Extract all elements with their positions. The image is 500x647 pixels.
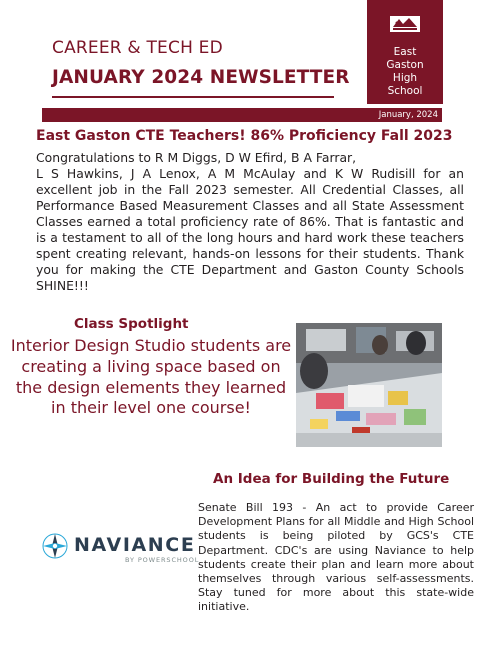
- header-subtitle: CAREER & TECH ED: [52, 38, 223, 58]
- title-underline: [52, 96, 334, 98]
- naviance-mark-icon: [40, 531, 70, 561]
- article-line: Congratulations to R M Diggs, D W Efird, B A Farrar,: [36, 150, 357, 165]
- spotlight-text: Interior Design Studio students are creating a living space based on the design elements they learned in their level one course!: [10, 336, 292, 418]
- idea-body: Senate Bill 193 - An act to provide Career Development Plans for all Middle and High School students is being piloted by GCS's CTE Department. CDC's are using Naviance to help students create their plan and learn more about themselves through various self-assessments. Stay tuned for more about this state-wide initiative.: [198, 501, 474, 614]
- article-paragraph: L S Hawkins, J A Lenox, A M McAulay and K W Rudisill for an excellent job in the Fall 2023 semester. All Credential Classes, all Performance Based Measurement Classes and all State Assessment Classes earned a total proficiency rate of 86%. That is fantastic and is a testament to all of the long hours and hard work these teachers spent creating relevant, hands-on lessons for their students. Thank you for making the CTE Department and Gaston County Schools SHINE!!!: [36, 166, 464, 293]
- article-body: [36, 150, 464, 294]
- school-badge: [367, 0, 443, 104]
- school-name-line: School: [387, 85, 423, 97]
- naviance-logo: [40, 531, 200, 571]
- idea-title: An Idea for Building the Future: [213, 471, 450, 487]
- school-name-line: Gaston: [386, 59, 424, 71]
- school-name-line: High: [392, 72, 418, 84]
- spotlight-title: Class Spotlight: [74, 316, 189, 332]
- school-name-line: East: [393, 46, 417, 58]
- article-headline: East Gaston CTE Teachers! 86% Proficiency Fall 2023: [36, 128, 453, 144]
- school-name: [367, 46, 443, 98]
- date-bar: January, 2024: [42, 108, 442, 122]
- school-logo-icon: [389, 15, 421, 33]
- newsletter-title: JANUARY 2024 NEWSLETTER: [52, 67, 350, 88]
- naviance-byline: BY POWERSCHOOL: [125, 556, 200, 564]
- classroom-photo: [296, 323, 442, 447]
- naviance-wordmark: NAVIANCE: [74, 534, 196, 556]
